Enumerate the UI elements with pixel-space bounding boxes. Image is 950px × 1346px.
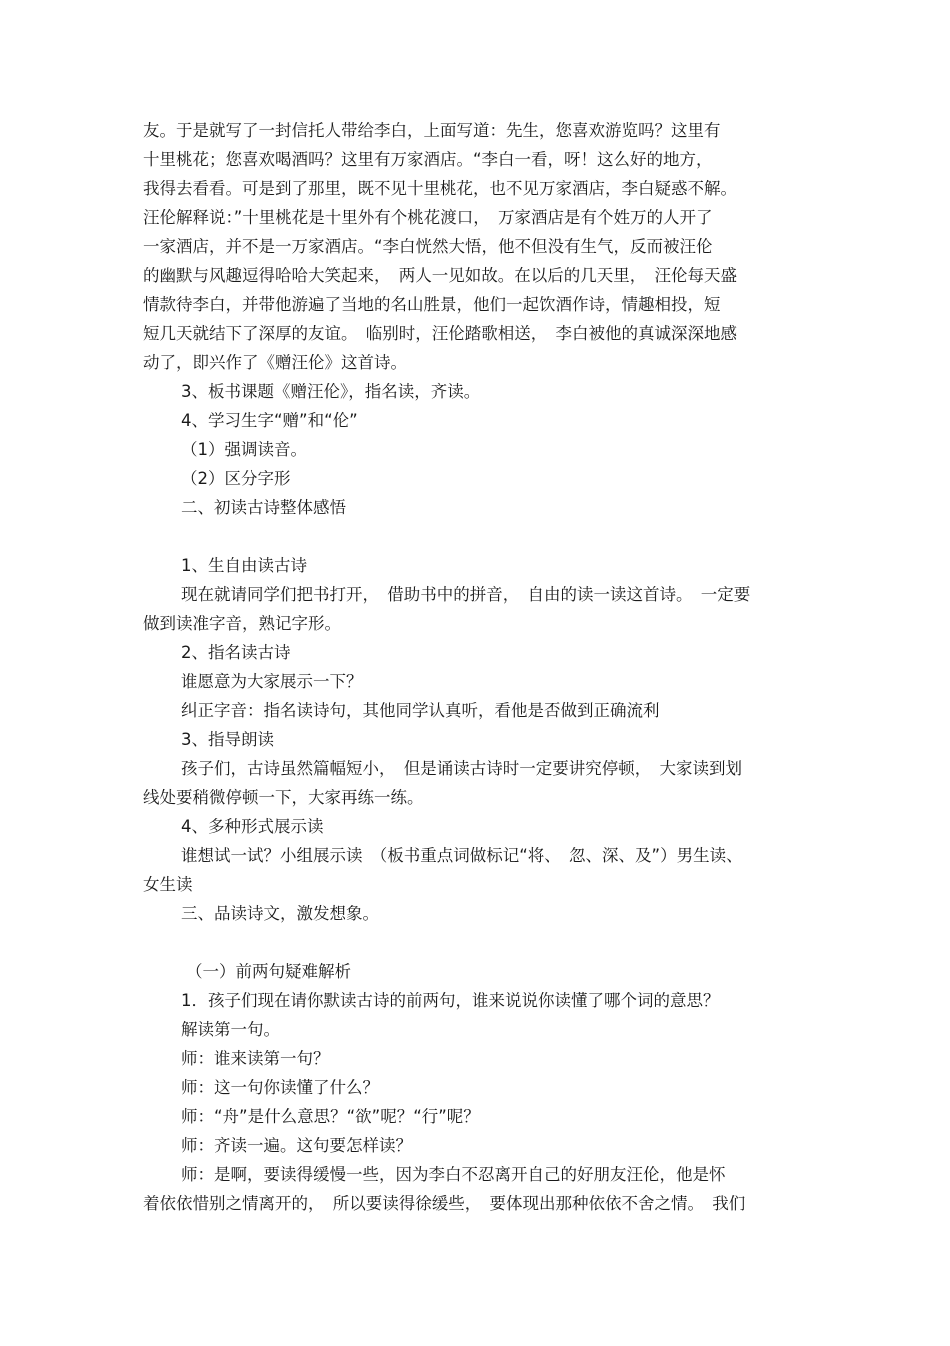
- text-line: 谁愿意为大家展示一下？: [181, 672, 363, 691]
- text-line: 4、多种形式展示读: [181, 817, 324, 836]
- text-line: 线处要稍微停顿一下，大家再练一练。: [143, 788, 424, 807]
- section-heading: 二、初读古诗整体感悟: [181, 498, 346, 517]
- text-line: 做到读准字音，熟记字形。: [143, 614, 341, 633]
- text-line: 情款待李白，并带他游遍了当地的名山胜景，他们一起饮酒作诗，情趣相投，短: [143, 295, 721, 314]
- text-line: 一家酒店，并不是一万家酒店。“李白恍然大悟，他不但没有生气，反而被汪伦: [143, 237, 713, 256]
- text-line: 3、板书课题《赠汪伦》，指名读，齐读。: [181, 382, 481, 401]
- subsection-heading: （一）前两句疑难解析: [186, 962, 351, 981]
- text-line: 短几天就结下了深厚的友谊。 临别时，汪伦踏歌相送， 李白被他的真诚深深地感: [143, 324, 737, 343]
- text-line: 动了，即兴作了《赠汪伦》这首诗。: [143, 353, 407, 372]
- text-line: 友。于是就写了一封信托人带给李白，上面写道：先生，您喜欢游览吗？这里有: [143, 121, 721, 140]
- text-line: 师：是啊，要读得缓慢一些，因为李白不忍离开自己的好朋友汪伦，他是怀: [181, 1165, 726, 1184]
- text-line: 3、指导朗读: [181, 730, 274, 749]
- text-line: 谁想试一试？小组展示读 （板书重点词做标记“将、 忽、深、及”）男生读、: [181, 846, 743, 865]
- text-line: 4、学习生字“赠”和“伦”: [181, 411, 358, 430]
- text-line: 1．孩子们现在请你默读古诗的前两句，谁来说说你读懂了哪个词的意思？: [181, 991, 720, 1010]
- text-line: 的幽默与风趣逗得哈哈大笑起来， 两人一见如故。在以后的几天里， 汪伦每天盛: [143, 266, 737, 285]
- text-line: 着依依惜别之情离开的， 所以要读得徐缓些， 要体现出那种依依不舍之情。 我们: [143, 1194, 746, 1213]
- text-line: 师：“舟”是什么意思？“欲”呢？“行”呢？: [181, 1107, 480, 1126]
- text-line: 1、生自由读古诗: [181, 556, 307, 575]
- text-line: 十里桃花；您喜欢喝酒吗？这里有万家酒店。“李白一看，呀！这么好的地方，: [143, 150, 713, 169]
- text-line: 孩子们，古诗虽然篇幅短小， 但是诵读古诗时一定要讲究停顿， 大家读到划: [181, 759, 742, 778]
- text-line: 我得去看看。可是到了那里，既不见十里桃花，也不见万家酒店，李白疑惑不解。: [143, 179, 737, 198]
- section-heading: 三、品读诗文，激发想象。: [181, 904, 379, 923]
- text-line: 2、指名读古诗: [181, 643, 291, 662]
- text-line: （2）区分字形: [181, 469, 291, 488]
- text-line: 师：谁来读第一句？: [181, 1049, 330, 1068]
- text-line: 师：齐读一遍。这句要怎样读？: [181, 1136, 412, 1155]
- text-line: 纠正字音：指名读诗句，其他同学认真听，看他是否做到正确流利: [181, 701, 660, 720]
- text-line: （1）强调读音。: [181, 440, 307, 459]
- text-line: 现在就请同学们把书打开， 借助书中的拼音， 自由的读一读这首诗。 一定要: [181, 585, 751, 604]
- text-line: 女生读: [143, 875, 193, 894]
- text-line: 师：这一句你读懂了什么？: [181, 1078, 379, 1097]
- text-line: 解读第一句。: [181, 1020, 280, 1039]
- text-line: 汪伦解释说：”十里桃花是十里外有个桃花渡口， 万家酒店是有个姓万的人开了: [143, 208, 713, 227]
